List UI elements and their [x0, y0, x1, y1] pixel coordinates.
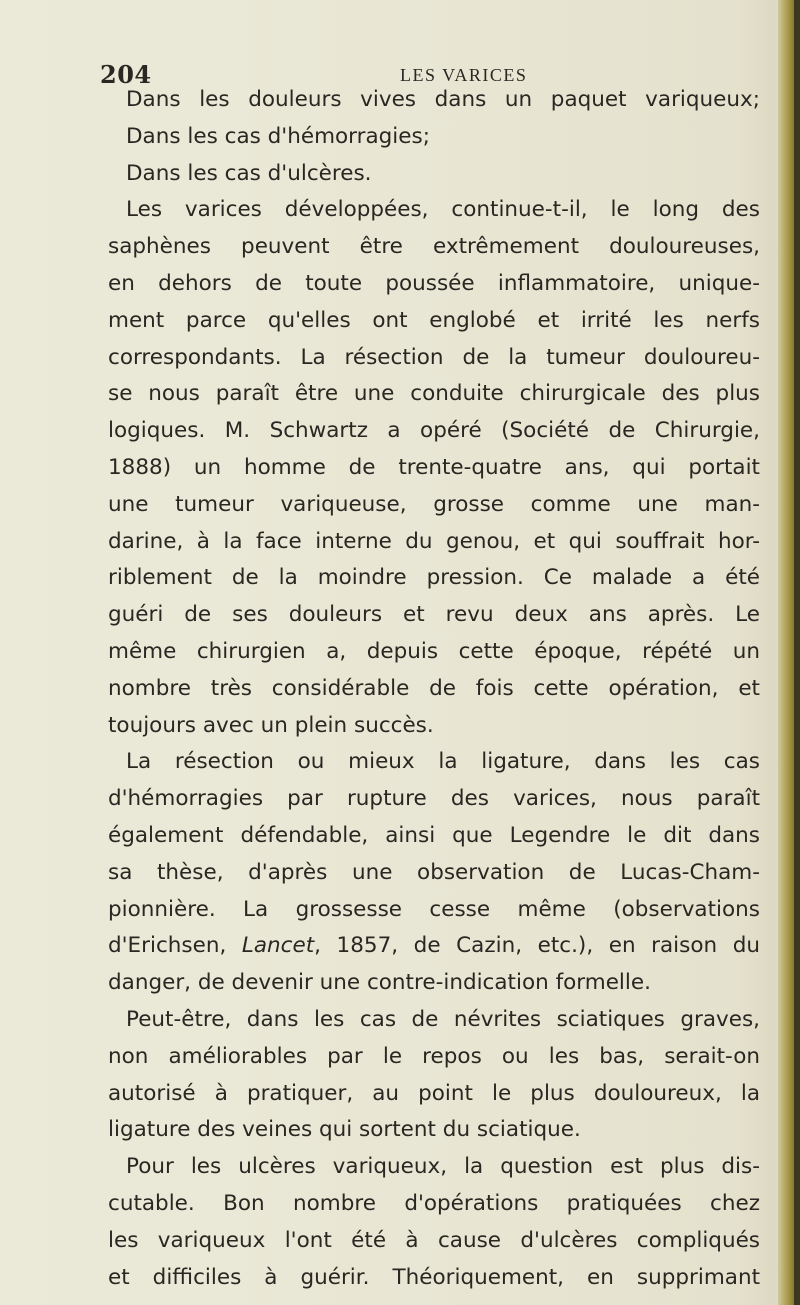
- text-line: une tumeur variqueuse, grosse comme une man-: [108, 491, 760, 517]
- text-line: danger, de devenir une contre-indication formelle.: [108, 970, 651, 996]
- text-line: La résection ou mieux la ligature, dans les cas: [126, 749, 760, 775]
- text-line: pionnière. La grossesse cesse même (observations: [108, 896, 760, 922]
- text-line: et difficiles à guérir. Théoriquement, en supprimant: [108, 1264, 760, 1290]
- text-line: en dehors de toute poussée inflammatoire, unique-: [108, 270, 760, 296]
- text-line: se nous paraît être une conduite chirurgicale des plus: [108, 381, 760, 407]
- text-line: correspondants. La résection de la tumeur douloureu-: [108, 344, 760, 370]
- text-line: darine, à la face interne du genou, et qui souffrait hor-: [108, 528, 760, 554]
- body-text: [108, 82, 768, 1296]
- text-line: Peut-être, dans les cas de névrites sciatiques graves,: [126, 1006, 760, 1032]
- text-line: ligature des veines qui sortent du sciatique.: [108, 1117, 581, 1143]
- text-line: guéri de ses douleurs et revu deux ans après. Le: [108, 602, 760, 628]
- text-line: riblement de la moindre pression. Ce malade a été: [108, 565, 760, 591]
- text-line: Pour les ulcères variqueux, la question est plus dis-: [126, 1154, 760, 1180]
- journal-title: Lancet: [241, 933, 315, 959]
- text-line: non améliorables par le repos ou les bas, serait-on: [108, 1043, 760, 1069]
- running-title: LES VARICES: [400, 65, 528, 85]
- text-line: Dans les douleurs vives dans un paquet variqueux;: [126, 87, 760, 112]
- text-line: également défendable, ainsi que Legendre le dit dans: [108, 822, 760, 848]
- page-number: 204: [100, 60, 152, 89]
- text-line: toujours avec un plein succès.: [108, 712, 434, 738]
- text-line: les variqueux l'ont été à cause d'ulcères compliqués: [108, 1227, 760, 1253]
- text-line: saphènes peuvent être extrêmement douloureuses,: [108, 234, 760, 260]
- text-line: d'hémorragies par rupture des varices, nous paraît: [108, 786, 760, 812]
- text-line: Les varices développées, continue-t-il, le long des: [126, 197, 760, 223]
- text-line: Dans les cas d'hémorragies;: [126, 123, 430, 149]
- text-line: autorisé à pratiquer, au point le plus douloureux, la: [108, 1080, 760, 1106]
- text-line: 1888) un homme de trente-quatre ans, qui portait: [108, 454, 760, 480]
- text-line: Dans les cas d'ulcères.: [126, 160, 372, 186]
- page-edge-dark: [794, 0, 800, 1305]
- text-line: sa thèse, d'après une observation de Lucas-Cham-: [108, 859, 760, 885]
- text-line: ment parce qu'elles ont englobé et irrité les nerfs: [108, 307, 760, 333]
- text-line: logiques. M. Schwartz a opéré (Société de Chirurgie,: [108, 418, 760, 444]
- text-line: cutable. Bon nombre d'opérations pratiquées chez: [108, 1190, 760, 1216]
- text-line: d'Erichsen, Lancet, 1857, de Cazin, etc.), en raison du: [108, 933, 760, 959]
- text-line: même chirurgien a, depuis cette époque, répété un: [108, 638, 760, 664]
- text-line: nombre très considérable de fois cette opération, et: [108, 675, 760, 701]
